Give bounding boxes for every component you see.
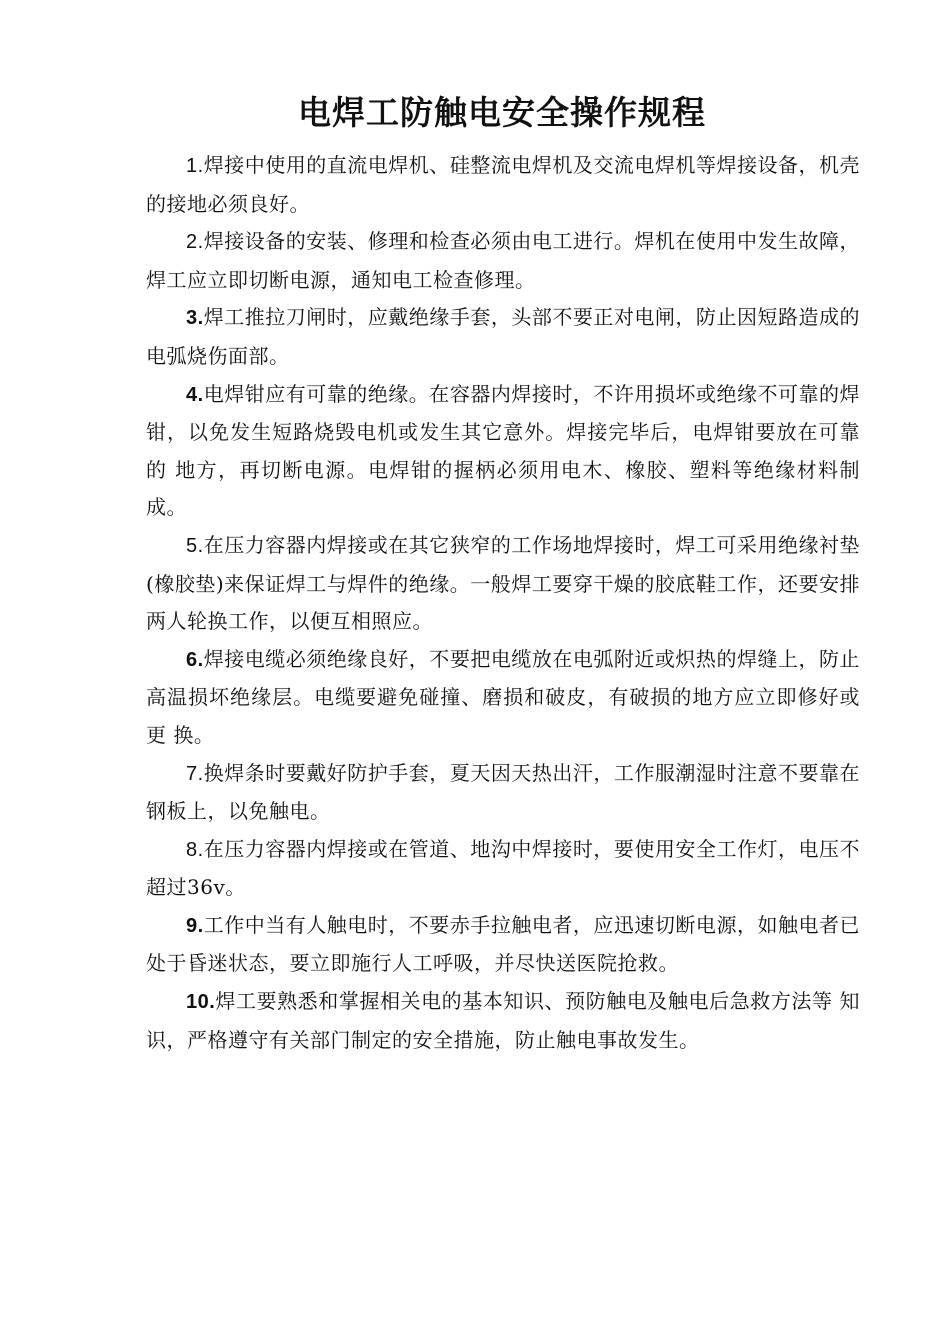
rules-list	[146, 147, 860, 1059]
rule-text: 焊工要熟悉和掌握相关电的基本知识、预防触电及触电后急救方法等 知识，严格遵守有关部门制定的安全措施，防止触电事故发生。	[146, 989, 860, 1052]
rule-text: 焊接设备的安装、修理和检查必须由电工进行。焊机在使用中发生故障， 焊工应立即切断电源，通知电工检查修理。	[146, 229, 860, 292]
rule-number: 4.	[186, 383, 204, 406]
rule-item	[146, 907, 860, 983]
rule-number: 8.	[186, 838, 204, 861]
rule-text: 工作中当有人触电时，不要赤手拉触电者，应迅速切断电源，如触电者已 处于昏迷状态，要立即施行人工呼吸，并尽快送医院抢救。	[146, 912, 860, 976]
rule-item	[146, 755, 860, 831]
rule-number: 5.	[186, 534, 204, 557]
rule-number: 7.	[186, 762, 204, 785]
rule-number: 2.	[186, 231, 204, 254]
rule-number: 1.	[186, 155, 204, 177]
rule-text: 换焊条时要戴好防护手套，夏天因天热出汗，工作服潮湿时注意不要靠在 钢板上，以免触电。	[146, 760, 860, 824]
rule-text: 焊接中使用的直流电焊机、硅整流电焊机及交流电焊机等焊接设备，机壳 的接地必须良好。	[146, 153, 860, 216]
rule-item	[146, 147, 860, 223]
rule-text: 在压力容器内焊接或在其它狭窄的工作场地焊接时，焊工可采用绝缘衬垫 (橡胶垫)来保证焊工与焊件的绝缘。一般焊工要穿干燥的胶底鞋工作，还要安排 两人轮换工作，以便互相照应。	[146, 532, 860, 634]
rule-text: 焊接电缆必须绝缘良好，不要把电缆放在电弧附近或炽热的焊缝上，防止 高温损坏绝缘层。电缆要避免碰撞、磨损和破皮，有破损的地方应立即修好或更 换。	[146, 646, 860, 747]
page-title: 电焊工防触电安全操作规程	[298, 93, 706, 132]
rule-item	[146, 223, 860, 299]
rule-item	[146, 831, 860, 907]
rule-item	[146, 983, 860, 1059]
rule-item	[146, 299, 860, 375]
rule-text: 焊工推拉刀闸时，应戴绝缘手套，头部不要正对电闸，防止因短路造成的 电弧烧伤面部。	[146, 305, 860, 368]
rule-item	[146, 376, 860, 527]
rule-number: 9.	[186, 914, 204, 937]
rule-item	[146, 527, 860, 641]
rule-text: 在压力容器内焊接或在管道、地沟中焊接时，要使用安全工作灯，电压不 超过36v。	[146, 836, 860, 900]
rule-number: 3.	[186, 307, 204, 330]
rule-number: 6.	[186, 648, 204, 671]
rule-text: 电焊钳应有可靠的绝缘。在容器内焊接时，不许用损坏或绝缘不可靠的焊 钳，以免发生短路烧毁电机或发生其它意外。焊接完毕后，电焊钳要放在可靠的 地方，再切断电源。电焊钳的握柄必须用电木、橡胶、塑料等绝缘材料制成。	[146, 381, 860, 520]
rule-number: 10.	[186, 991, 216, 1014]
rule-item	[146, 641, 860, 755]
